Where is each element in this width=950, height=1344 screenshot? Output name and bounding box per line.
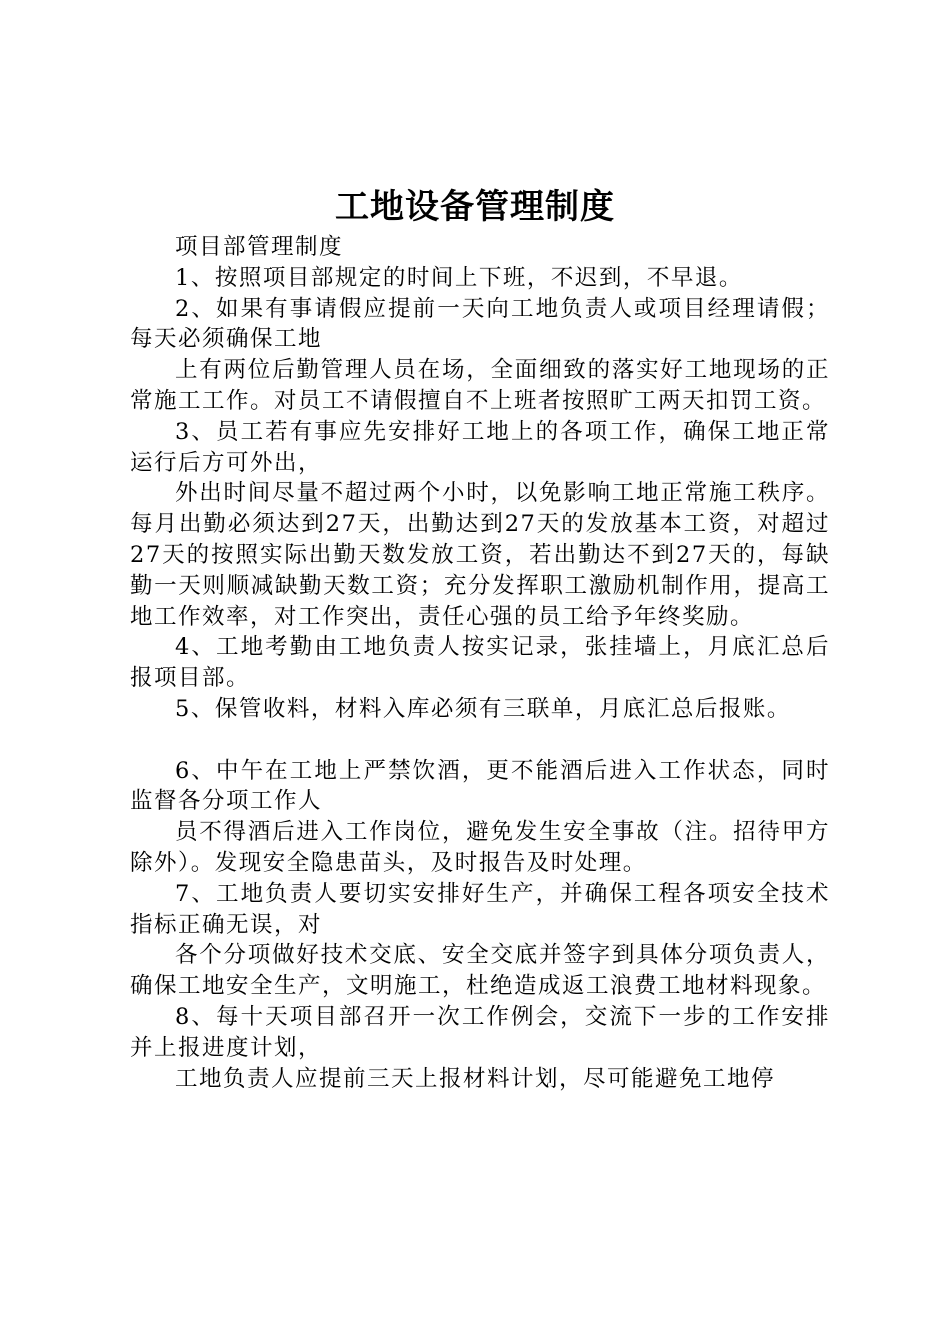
paragraph-item-8-continued: 工地负责人应提前三天上报材料计划，尽可能避免工地停	[175, 1065, 776, 1092]
paragraph-item-3-continued: 外出时间尽量不超过两个小时，以免影响工地正常施工秩序。每月出勤必须达到27天，出勤达到27天的发放基本工资，对超过27天的按照实际出勤天数发放工资，若出勤达不到27天的，每缺勤一天则顺减缺勤天数工资；充分发挥职工激励机制作用，提高工地工作效率，对工作突出，责任心强的员工给予年终奖励。	[130, 480, 830, 630]
paragraph-item-2-continued: 上有两位后勤管理人员在场，全面细致的落实好工地现场的正常施工工作。对员工不请假擅自不上班者按照旷工两天扣罚工资。	[130, 357, 830, 414]
paragraph-item-4: 4、工地考勤由工地负责人按实记录，张挂墙上，月底汇总后报项目部。	[130, 634, 830, 692]
paragraph-item-6-continued: 员不得酒后进入工作岗位，避免发生安全事故（注。招待甲方除外）。发现安全隐患苗头，及时报告及时处理。	[130, 819, 830, 876]
paragraph-item-7: 7、工地负责人要切实安排好生产，并确保工程各项安全技术指标正确无误，对	[130, 880, 830, 938]
document-title: 工地设备管理制度	[335, 187, 615, 227]
paragraph-heading: 项目部管理制度	[175, 234, 344, 260]
paragraph-item-6: 6、中午在工地上严禁饮酒，更不能酒后进入工作状态，同时监督各分项工作人	[130, 757, 830, 815]
paragraph-item-1: 1、按照项目部规定的时间上下班，不迟到，不早退。	[175, 264, 743, 291]
paragraph-item-8: 8、每十天项目部召开一次工作例会，交流下一步的工作安排并上报进度计划，	[130, 1003, 830, 1061]
blank-line	[130, 725, 830, 756]
paragraph-item-5: 5、保管收料，材料入库必须有三联单，月底汇总后报账。	[175, 695, 791, 722]
document-body	[130, 232, 830, 1094]
paragraph-item-7-continued: 各个分项做好技术交底、安全交底并签字到具体分项负责人，确保工地安全生产，文明施工，杜绝造成返工浪费工地材料现象。	[130, 942, 830, 1000]
paragraph-item-2: 2、如果有事请假应提前一天向工地负责人或项目经理请假；每天必须确保工地	[130, 295, 830, 353]
paragraph-item-3: 3、员工若有事应先安排好工地上的各项工作，确保工地正常运行后方可外出，	[130, 418, 830, 476]
